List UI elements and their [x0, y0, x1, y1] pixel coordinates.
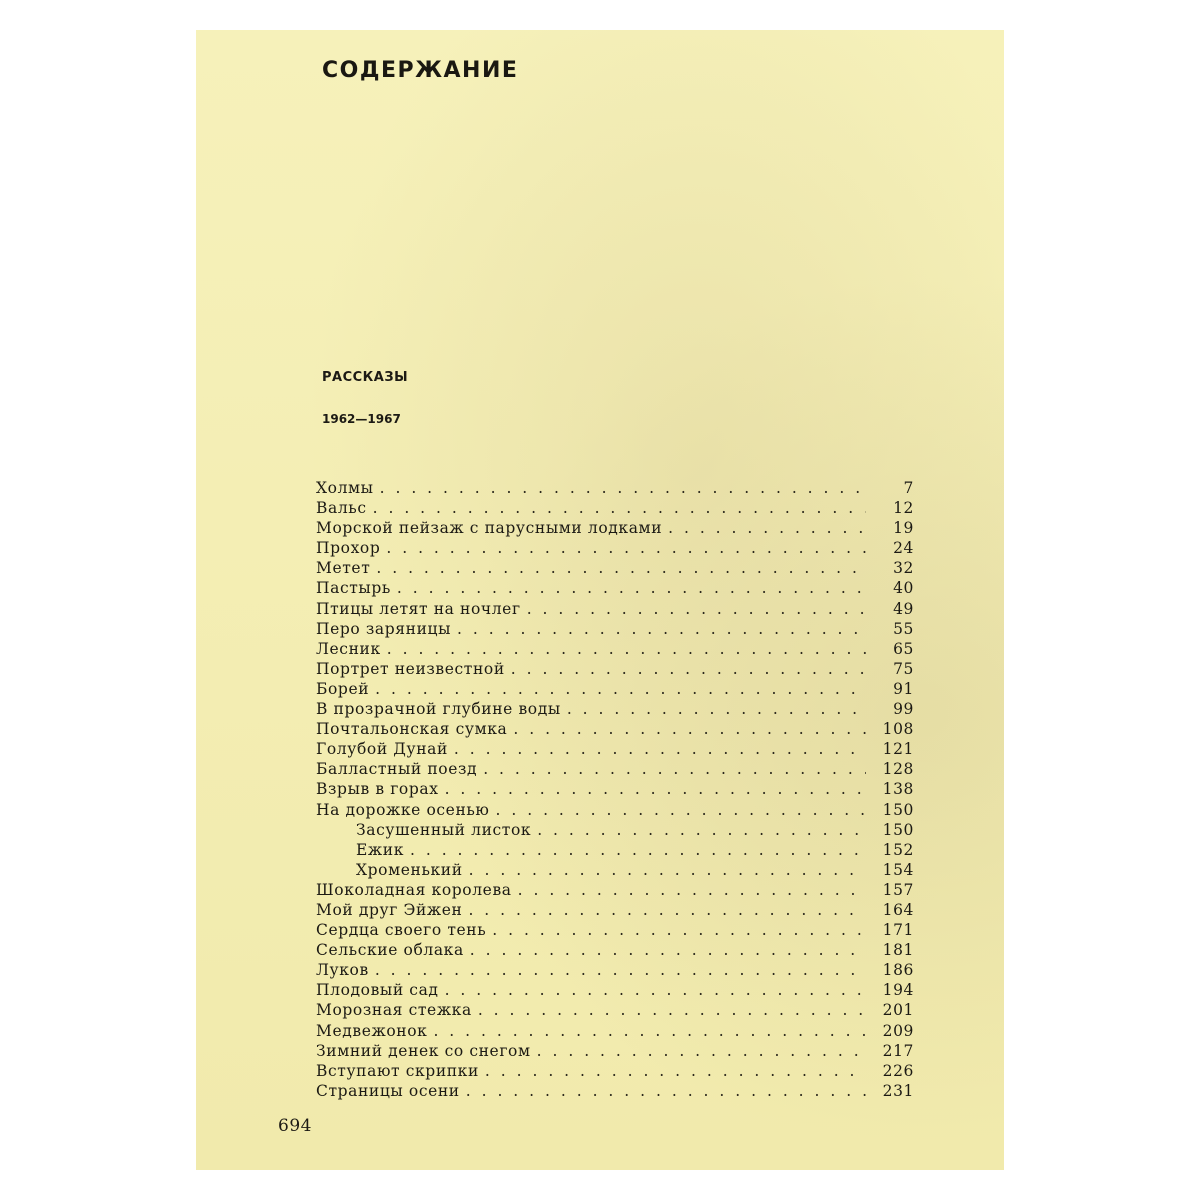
toc-entry: [316, 1021, 914, 1041]
dot-leader: [472, 1000, 866, 1020]
toc-entry-title: Холмы: [316, 479, 374, 497]
toc-entry: [316, 639, 914, 659]
toc-entry-title: Вступают скрипки: [316, 1061, 479, 1080]
toc-entry-title: Портрет неизвестной: [316, 659, 505, 678]
toc-entry: [316, 1000, 914, 1020]
toc-entry-title: Балластный поезд: [316, 760, 478, 779]
toc-entry: [316, 920, 914, 940]
toc-entry-page: 209: [882, 1021, 914, 1040]
toc-entry-page: 55: [893, 619, 914, 638]
toc-entry: [316, 779, 914, 799]
toc-entry: [316, 960, 914, 980]
dot-leader: [369, 679, 866, 699]
dot-leader: [531, 820, 866, 840]
toc-entry-title: Почтальонская сумка: [316, 720, 508, 739]
toc-entry: [316, 619, 914, 639]
toc-entry: [316, 679, 914, 699]
toc-entry: [316, 518, 914, 538]
toc-entry: [316, 940, 914, 960]
toc-entry: [316, 800, 914, 820]
dot-leader: [479, 1061, 866, 1081]
toc-entry-page: 121: [882, 740, 914, 759]
toc-entry-page: 19: [893, 519, 914, 538]
toc-entry-page: 108: [882, 720, 914, 739]
toc-entry: [316, 759, 914, 779]
toc-entry-page: 157: [882, 880, 914, 899]
dot-leader: [369, 960, 866, 980]
toc-entry-title: Медвежонок: [316, 1021, 428, 1040]
toc-entry-title: Ежик: [356, 840, 404, 859]
toc-entry-title: Луков: [316, 961, 369, 980]
toc-entry-title: Зимний денек со снегом: [316, 1041, 531, 1060]
toc-entry-title: Голубой Дунай: [316, 740, 448, 759]
dot-leader: [391, 578, 866, 598]
toc-entry-page: 150: [882, 800, 914, 819]
page-number: 694: [278, 1116, 312, 1136]
toc-entry-page: 65: [893, 639, 914, 658]
toc-entry: [316, 558, 914, 578]
toc-entry: [316, 659, 914, 679]
toc-entry-title: В прозрачной глубине воды: [316, 700, 561, 719]
toc-entry-title: Перо заряницы: [316, 619, 452, 638]
toc-entry-page: 12: [893, 499, 914, 518]
toc-entry-page: 7: [903, 479, 914, 497]
toc-entry-page: 201: [882, 1001, 914, 1020]
table-of-contents: [316, 478, 914, 1101]
toc-entry: [316, 900, 914, 920]
toc-entry: [316, 719, 914, 739]
toc-entry-title: Морской пейзаж с парусными лодками: [316, 519, 663, 538]
toc-entry: [316, 1061, 914, 1081]
toc-entry-title: Прохор: [316, 539, 381, 558]
toc-entry-title: Птицы летят на ночлег: [316, 599, 521, 618]
dot-leader: [521, 599, 866, 619]
toc-entry-title: Хроменький: [356, 860, 463, 879]
toc-entry-title: Взрыв в горах: [316, 780, 439, 799]
toc-entry-page: 154: [882, 860, 914, 879]
toc-entry-title: Сердца своего тень: [316, 921, 487, 940]
toc-entry-title: Засушенный листок: [356, 820, 532, 839]
dot-leader: [451, 619, 866, 639]
dot-leader: [370, 558, 866, 578]
toc-entry: [316, 980, 914, 1000]
toc-entry: [316, 578, 914, 598]
toc-entry-page: 226: [882, 1061, 914, 1080]
toc-entry: [316, 699, 914, 719]
toc-entry-title: Лесник: [316, 639, 381, 658]
toc-entry-page: 150: [882, 820, 914, 839]
toc-entry-page: 128: [882, 760, 914, 779]
toc-entry-title: Метет: [316, 559, 371, 578]
dot-leader: [462, 900, 866, 920]
dot-leader: [380, 538, 866, 558]
toc-entry-page: 138: [882, 780, 914, 799]
toc-entry: [316, 739, 914, 759]
toc-entry-page: 49: [893, 599, 914, 618]
toc-entry-title: Вальс: [316, 499, 367, 518]
toc-entry-title: Пастырь: [316, 579, 391, 598]
toc-entry: [316, 1081, 914, 1101]
toc-entry: [316, 1041, 914, 1061]
toc-entry-page: 217: [882, 1041, 914, 1060]
toc-entry-title: Шоколадная королева: [316, 880, 512, 899]
dot-leader: [464, 940, 866, 960]
dot-leader: [512, 880, 866, 900]
toc-entry-page: 171: [882, 921, 914, 940]
toc-entry-title: Страницы осени: [316, 1081, 460, 1100]
dot-leader: [427, 1021, 866, 1041]
toc-entry: [316, 880, 914, 900]
toc-entry-title: Мой друг Эйжен: [316, 900, 463, 919]
toc-entry: [316, 840, 914, 860]
dot-leader: [662, 518, 866, 538]
toc-entry: [316, 599, 914, 619]
toc-entry-page: 231: [882, 1081, 914, 1100]
dot-leader: [439, 779, 866, 799]
toc-entry-page: 40: [893, 579, 914, 598]
toc-entry-page: 164: [882, 900, 914, 919]
toc-entry-page: 91: [893, 679, 914, 698]
toc-entry-title: На дорожке осенью: [316, 800, 490, 819]
toc-entry: [316, 478, 914, 498]
dot-leader: [477, 759, 866, 779]
dot-leader: [374, 478, 866, 498]
toc-entry: [316, 820, 914, 840]
toc-entry-page: 24: [893, 539, 914, 558]
dot-leader: [561, 699, 866, 719]
toc-entry-title: Сельские облака: [316, 941, 464, 960]
section-years: 1962—1967: [322, 412, 401, 426]
dot-leader: [507, 719, 866, 739]
section-heading: РАССКАЗЫ: [322, 370, 409, 385]
toc-entry: [316, 498, 914, 518]
dot-leader: [463, 860, 866, 880]
toc-entry-page: 152: [882, 840, 914, 859]
toc-entry-page: 186: [882, 961, 914, 980]
dot-leader: [367, 498, 866, 518]
toc-entry-page: 181: [882, 941, 914, 960]
toc-entry: [316, 538, 914, 558]
dot-leader: [505, 659, 866, 679]
toc-entry-title: Борей: [316, 679, 370, 698]
toc-entry-page: 32: [893, 559, 914, 578]
dot-leader: [531, 1041, 866, 1061]
page-title: СОДЕРЖАНИЕ: [322, 58, 519, 83]
toc-entry: [316, 860, 914, 880]
toc-entry-page: 194: [882, 981, 914, 1000]
dot-leader: [448, 739, 866, 759]
dot-leader: [490, 800, 866, 820]
toc-entry-title: Плодовый сад: [316, 981, 439, 1000]
dot-leader: [486, 920, 866, 940]
toc-entry-title: Морозная стежка: [316, 1001, 472, 1020]
toc-entry-page: 99: [893, 700, 914, 719]
dot-leader: [439, 980, 866, 1000]
dot-leader: [460, 1081, 866, 1101]
book-page: [196, 30, 1004, 1170]
dot-leader: [404, 840, 866, 860]
dot-leader: [381, 639, 866, 659]
toc-entry-page: 75: [893, 659, 914, 678]
